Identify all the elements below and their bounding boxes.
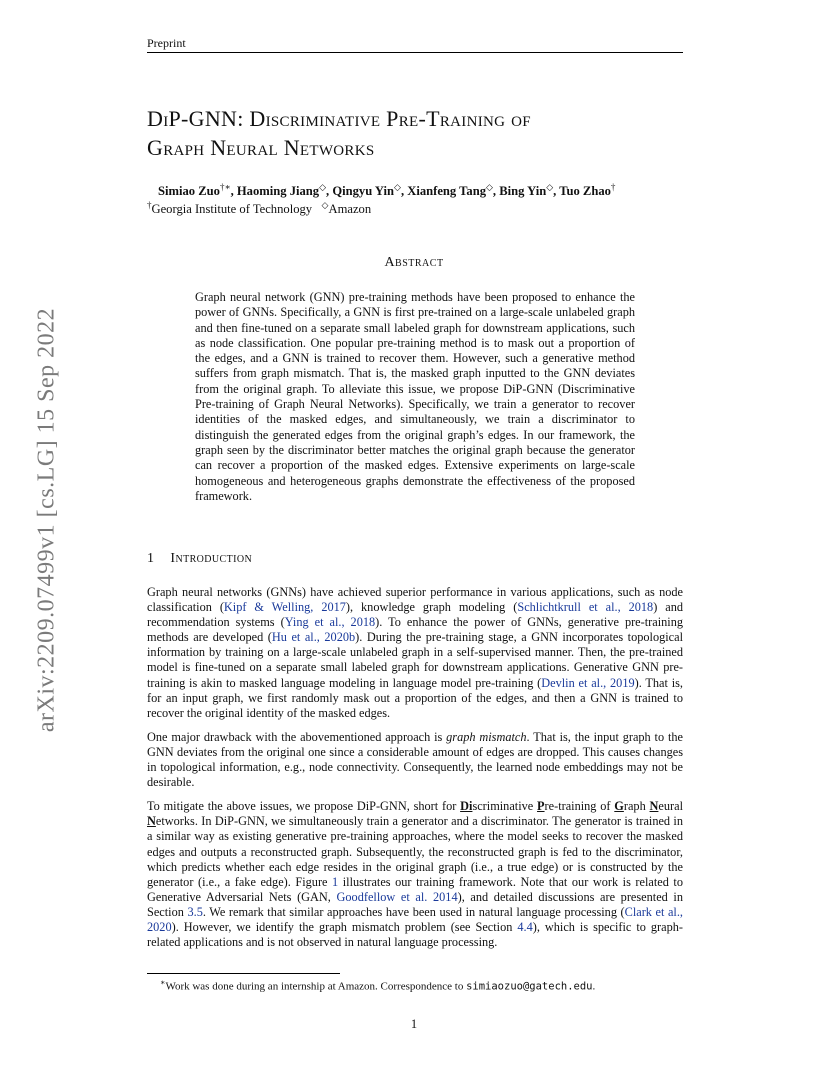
figure-ref-link[interactable]: 1: [332, 874, 339, 889]
citation-link[interactable]: Hu et al., 2020b: [271, 630, 356, 645]
introduction-body: [147, 585, 683, 959]
citation-link[interactable]: Devlin et al., 2019: [541, 675, 635, 690]
footnote-rule: [147, 973, 340, 974]
section-ref-link[interactable]: 3.5: [187, 904, 203, 919]
citation-link[interactable]: Clark et al., 2020: [147, 904, 683, 934]
author-list: Simiao Zuo†∗, Haoming Jiang◇, Qingyu Yin◇, Xianfeng Tang◇, Bing Yin◇, Tuo Zhao†: [158, 182, 616, 199]
citation-link[interactable]: Schlichtkrull et al., 2018: [517, 600, 654, 615]
author-name: , Xianfeng Tang: [400, 184, 486, 199]
paragraph-3: To mitigate the above issues, we propose DiP-GNN, short for Discriminative Pre-training of Graph Neural Networks. In DiP-GNN, we simultaneously train a generator and a discriminator. The generator is trained in a similar way as existing generative pre-training approaches, where the model seeks to recover the masked edges and outputs a reconstructed graph. Subsequently, the reconstructed graph is fed to the discriminator, which predicts whether each edge resides in the original graph (i.e., a true edge) or is constructed by the generator (i.e., a fake edge). Figure 1 illustrates our training framework. Note that our work is related to Generative Adversarial Nets (GAN, Goodfellow et al. 2014), and detailed discussions are presented in Section 3.5. We remark that similar approaches have been used in natural language processing (Clark et al., 2020). However, we identify the graph mismatch problem (see Section 4.4), which is specific to graph-related applications and is not observed in natural language processing.: [147, 799, 683, 950]
title-line-1: DiP-GNN: Discriminative Pre-Training of: [147, 106, 531, 131]
running-header: Preprint: [147, 36, 186, 50]
citation-link[interactable]: Kipf & Welling, 2017: [223, 600, 346, 615]
paragraph-1: Graph neural networks (GNNs) have achieved superior performance in various applications, such as node classification (Kipf & Welling, 2017), knowledge graph modeling (Schlichtkrull et al., 2018) and recommendation systems (Ying et al., 2018). To enhance the power of GNNs, generative pre-training methods are developed (Hu et al., 2020b). During the pre-training stage, a GNN incorporates topological information by training on a large-scale unlabeled graph in a self-supervised manner. Then, the pre-trained model is fine-tuned on a separate small labeled graph for downstream applications. Generative GNN pre-training is akin to masked language modeling in language model pre-training (Devlin et al., 2019). That is, for an input graph, we first randomly mask out a proportion of the edges, and then a GNN is trained to recover the original identity of the masked edges.: [147, 585, 683, 720]
author-name: , Qingyu Yin: [326, 184, 395, 199]
affiliation-amazon: Amazon: [328, 202, 372, 217]
author-name: , Tuo Zhao: [553, 184, 611, 199]
footnote: ∗Work was done during an internship at Amazon. Correspondence to simiaozuo@gatech.edu.: [160, 978, 596, 993]
author-name: , Haoming Jiang: [230, 184, 320, 199]
section-number: 1: [147, 551, 155, 566]
arxiv-sidebar-stamp: arXiv:2209.07499v1 [cs.LG] 15 Sep 2022: [33, 307, 60, 733]
citation-link[interactable]: Goodfellow et al. 2014: [336, 889, 458, 904]
affiliations: †Georgia Institute of Technology ◇Amazon: [147, 200, 372, 217]
paper-title: [147, 104, 531, 162]
paragraph-2: One major drawback with the abovementioned approach is graph mismatch. That is, the input graph to the GNN deviates from the original one since a considerable amount of edges are dropped. This causes changes in topological information, e.g., node connectivity. Consequently, the learned node embeddings may not be desirable.: [147, 729, 683, 790]
title-line-2: Graph Neural Networks: [147, 135, 375, 160]
abstract-text: Graph neural network (GNN) pre-training methods have been proposed to enhance the power of GNNs. Specifically, a GNN is first pre-trained on a large-scale unlabeled graph and then fine-tuned on a separate small labeled graph for downstream applications, such as node classification. One popular pre-training method is to mask out a proportion of the edges, and a GNN is trained to recover them. However, such a generative method suffers from graph mismatch. That is, the masked graph inputted to the GNN deviates from the original graph. To alleviate this issue, we propose DiP-GNN (Discriminative Pre-training of Graph Neural Networks). Specifically, we train a generator to recover identities of the masked edges, and simultaneously, we train a discriminator to distinguish the generated edges from the original graph’s edges. In our framework, the graph seen by the discriminator better matches the original graph because the generator can recover a proportion of the masked edges. Extensive experiments on large-scale homogeneous and heterogeneous graphs demonstrate the effectiveness of the proposed framework.: [195, 290, 635, 503]
citation-link[interactable]: Ying et al., 2018: [284, 615, 376, 630]
affiliation-georgia-tech: Georgia Institute of Technology: [151, 202, 313, 217]
section-title: Introduction: [170, 551, 253, 566]
section-heading-introduction: [147, 551, 252, 567]
page-number: 1: [410, 1017, 418, 1031]
author-name: , Bing Yin: [492, 184, 547, 199]
abstract-heading: Abstract: [384, 255, 444, 270]
email-link[interactable]: simiaozuo@gatech.edu: [466, 980, 593, 993]
author-name: Simiao Zuo: [158, 184, 220, 199]
header-rule: [147, 52, 683, 53]
emphasis-term: graph mismatch: [446, 729, 527, 744]
section-ref-link[interactable]: 4.4: [517, 919, 533, 934]
